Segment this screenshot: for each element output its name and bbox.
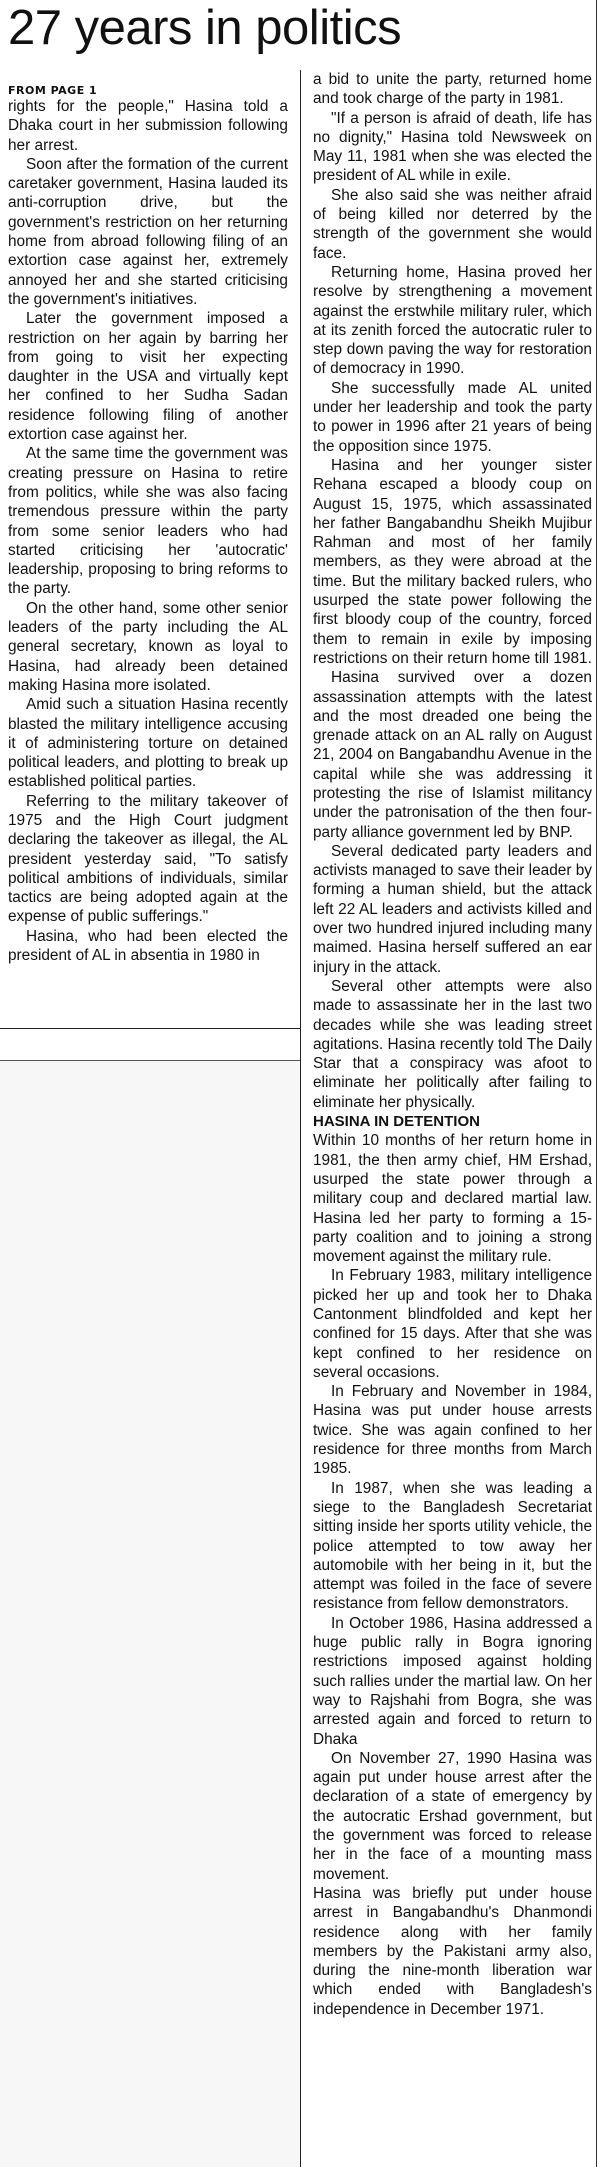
paragraph: a bid to unite the party, returned home and took charge of the party in 1981.: [313, 71, 592, 108]
paragraph: In 1987, when she was leading a siege to the Bangladesh Secretariat sitting inside her sports utility vehicle, the police attempted to tow away her automobile with her being in it, but the attempt was foiled in the face of severe resistance from fellow demonstrators.: [313, 1479, 592, 1613]
right-column: [313, 70, 592, 2019]
paragraph: She successfully made AL united under her leadership and took the party to power in 1996 after 21 years of being the opposition since 1975.: [313, 379, 592, 455]
column-divider: [300, 70, 301, 2167]
paragraph: Within 10 months of her return home in 1981, the then army chief, HM Ershad, usurped the state power through a military coup and declared martial law. Hasina led her party to forming a 15-party coalition and to joining a strong movement against the military rule.: [313, 1132, 592, 1266]
paragraph: Hasina and her younger sister Rehana escaped a bloody coup on August 15, 1975, which assassinated her father Bangabandhu Sheikh Mujibur Rahman and most of her family members, as they were abroad at the time. But the military backed rulers, who usurped the state power following the first bloody coup of the country, forced them to remain in exile by imposing restrictions on their return home till 1981.: [313, 456, 592, 667]
column-end-rule: [0, 1028, 300, 1029]
page-edge-rule: [596, 0, 597, 2167]
blank-ad-space: [0, 1060, 300, 2167]
headline: 27 years in politics: [8, 1, 402, 55]
paragraph: Several dedicated party leaders and activists managed to save their leader by forming a human shield, but the attack left 22 AL leaders and activists killed and over two hundred injured including many maimed. Hasina herself suffered an ear injury in the attack.: [313, 842, 592, 976]
left-column: [8, 97, 288, 965]
paragraph: She also said she was neither afraid of being killed nor deterred by the strength of the government she would face.: [313, 186, 592, 262]
paragraph: On November 27, 1990 Hasina was again put under house arrest after the declaration of a state of emergency by the autocratic Ershad government, but the government was forced to release her in the face of a mounting mass movement.: [313, 1749, 592, 1883]
paragraph: In February 1983, military intelligence picked her up and took her to Dhaka Cantonment blindfolded and kept her confined for 15 days. After that she was kept confined to her residence on several occasions.: [313, 1267, 592, 1381]
paragraph: Returning home, Hasina proved her resolve by strengthening a movement against the erstwhile military ruler, which at its zenith forced the autocratic ruler to step down paving the way for restoration of democracy in 1990.: [313, 263, 592, 378]
paragraph: In February and November in 1984, Hasina was put under house arrests twice. She was again confined to her residence for three months from March 1985.: [313, 1383, 592, 1478]
paragraph: rights for the people," Hasina told a Dhaka court in her submission following her arrest.: [8, 98, 288, 154]
paragraph: Soon after the formation of the current caretaker government, Hasina lauded its anti-corruption drive, but the government's restriction on her returning home from abroad following filing of an extortion case against her, extremely annoyed her and she started criticising the government's initiatives.: [8, 155, 288, 308]
paragraph: Referring to the military takeover of 1975 and the High Court judgment declaring the takeover as illegal, the AL president yesterday said, "To satisfy political ambitions of individuals, similar tactics are being adopted again at the expense of public sufferings.": [8, 792, 288, 926]
continuation-label: FROM PAGE 1: [8, 84, 98, 97]
paragraph: Later the government imposed a restriction on her again by barring her from going to visit her expecting daughter in the USA and virtually kept her confined to her Sudha Sadan residence following filing of another extortion case against her.: [8, 310, 288, 444]
subheading: HASINA IN DETENTION: [313, 1113, 480, 1131]
paragraph: At the same time the government was creating pressure on Hasina to retire from politics, while she was also facing tremendous pressure within the party from some senior leaders who had started criticising her 'autocratic' leadership, proposing to bring reforms to the party.: [8, 445, 288, 598]
paragraph: Hasina survived over a dozen assassination attempts with the latest and the most dreaded one being the grenade attack on an AL rally on August 21, 2004 on Bangabandhu Avenue in the capital while she was addressing it protesting the rise of Islamist militancy under the patronisation of the then four-party alliance government led by BNP.: [313, 669, 592, 841]
paragraph: Hasina, who had been elected the president of AL in absentia in 1980 in: [8, 927, 288, 965]
paragraph: Hasina was briefly put under house arrest in Bangabandhu's Dhanmondi residence along with her family members by the Pakistani army also, during the nine-month liberation war which ended with Bangladesh's independence in December 1971.: [313, 1884, 592, 2018]
paragraph: In October 1986, Hasina addressed a huge public rally in Bogra ignoring restrictions imposed against holding such rallies under the martial law. On her way to Rajshahi from Bogra, she was arrested again and forced to return to Dhaka: [313, 1614, 592, 1748]
paragraph: On the other hand, some other senior leaders of the party including the AL general secretary, known as loyal to Hasina, had already been detained making Hasina more isolated.: [8, 599, 288, 694]
paragraph: "If a person is afraid of death, life has no dignity," Hasina told Newsweek on May 11, 1981 when she was elected the president of AL while in exile.: [313, 109, 592, 185]
paragraph: Several other attempts were also made to assassinate her in the last two decades while she was leading street agitations. Hasina recently told The Daily Star that a conspiracy was afoot to eliminate her politically after failing to eliminate her physically.: [313, 977, 592, 1111]
paragraph: Amid such a situation Hasina recently blasted the military intelligence accusing it of administering torture on detained political leaders, and plotting to break up established political parties.: [8, 696, 288, 791]
